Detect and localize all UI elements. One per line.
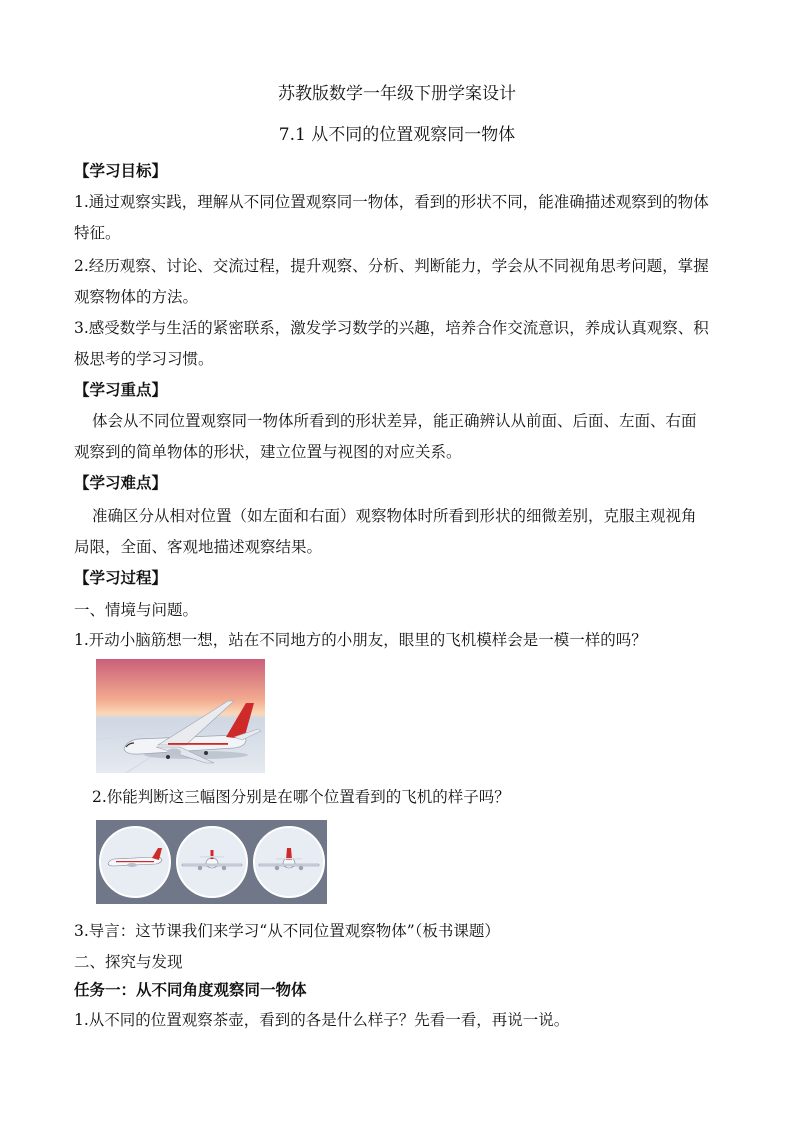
- rear-view-circle: [254, 827, 324, 897]
- goal-1-line-b: 特征。: [74, 224, 121, 242]
- airplane-photo: [96, 659, 265, 773]
- key-points-heading: 【学习重点】: [74, 380, 168, 399]
- goal-2-line-b: 观察物体的方法。: [74, 288, 199, 306]
- goal-1-line-a: 1.通过观察实践，理解从不同位置观察同一物体，看到的形状不同，能准确描述观察到的物体: [74, 193, 709, 211]
- question-3: 3.导言：这节课我们来学习“从不同位置观察物体”（板书课题）: [74, 922, 500, 940]
- difficulty-line-a: 准确区分从相对位置（如左面和右面）观察物体时所看到形状的细微差别，克服主观视角: [92, 507, 697, 525]
- question-2: 2.你能判断这三幅图分别是在哪个位置看到的飞机的样子吗？: [92, 788, 510, 806]
- task-1-heading: 任务一：从不同角度观察同一物体: [74, 980, 307, 999]
- process-heading: 【学习过程】: [74, 568, 168, 587]
- document-title: 苏教版数学一年级下册学案设计: [278, 84, 516, 104]
- document-subtitle: 7.1 从不同的位置观察同一物体: [278, 125, 516, 145]
- three-views-image: [96, 820, 327, 904]
- key-points-line-a: 体会从不同位置观察同一物体所看到的形状差异，能正确辨认从前面、后面、左面、右面: [92, 412, 697, 430]
- task-1-question-1: 1.从不同的位置观察茶壶，看到的各是什么样子？先看一看，再说一说。: [74, 1011, 570, 1029]
- difficulty-heading: 【学习难点】: [74, 473, 168, 492]
- question-1: 1.开动小脑筋想一想，站在不同地方的小朋友，眼里的飞机模样会是一模一样的吗？: [74, 631, 647, 649]
- goals-heading: 【学习目标】: [74, 161, 168, 180]
- section-2-heading: 二、探究与发现: [74, 953, 183, 971]
- key-points-line-b: 观察到的简单物体的形状，建立位置与视图的对应关系。: [74, 443, 462, 461]
- goal-3-line-a: 3.感受数学与生活的紧密联系，激发学习数学的兴趣，培养合作交流意识，养成认真观察、积: [74, 319, 709, 337]
- section-1-heading: 一、情境与问题。: [74, 601, 199, 619]
- goal-2-line-a: 2.经历观察、讨论、交流过程，提升观察、分析、判断能力，学会从不同视角思考问题，掌握: [74, 257, 709, 275]
- difficulty-line-b: 局限，全面、客观地描述观察结果。: [74, 538, 323, 556]
- goal-3-line-b: 极思考的学习习惯。: [74, 350, 214, 368]
- side-view-circle: [100, 827, 170, 897]
- front-view-circle: [177, 827, 247, 897]
